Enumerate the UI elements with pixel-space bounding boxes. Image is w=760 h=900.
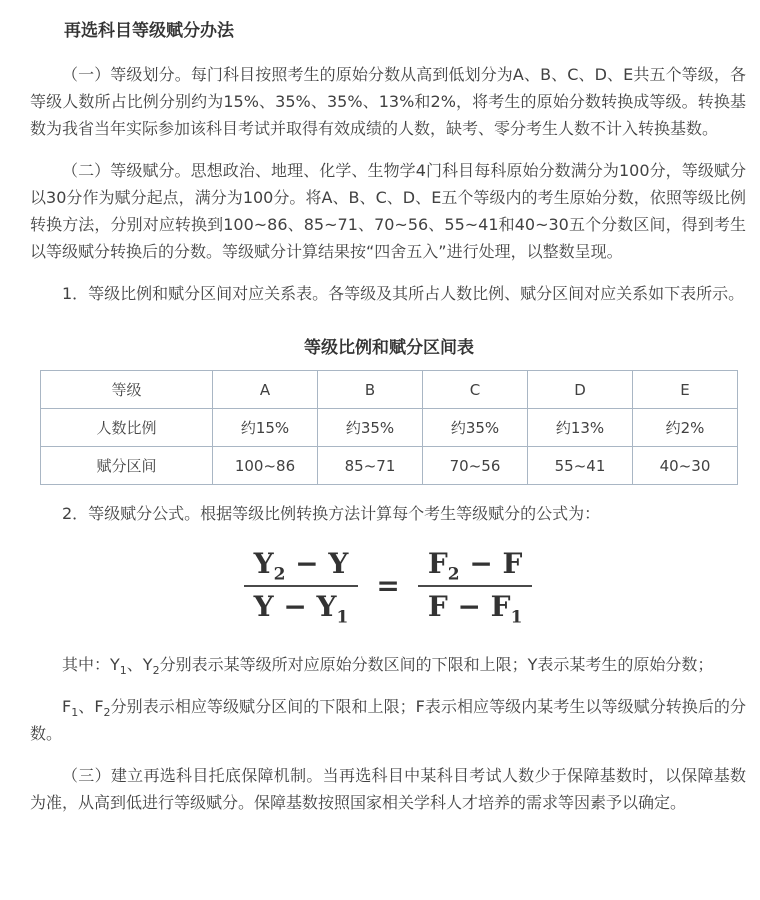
fraction-right-numerator: $F_2 - F$ <box>427 547 523 585</box>
table-row-ratio <box>41 409 738 447</box>
equals-sign: = <box>376 569 400 603</box>
paragraph-formula-intro: 2．等级赋分公式。根据等级比例转换方法计算每个考生等级赋分的公式为： <box>62 504 601 523</box>
fraction-left-denominator: $Y - Y_1$ <box>244 585 359 623</box>
fraction-left-numerator: $Y_2 - Y$ <box>253 547 349 585</box>
range-value-cell: 100~86 <box>213 447 318 485</box>
grade-assignment-formula <box>30 547 746 628</box>
row-label-cell: 赋分区间 <box>41 447 213 485</box>
ratio-value-cell: 约13% <box>528 409 633 447</box>
grade-header-cell: A <box>213 371 318 409</box>
ratio-value-cell: 约15% <box>213 409 318 447</box>
row-label-cell: 人数比例 <box>41 409 213 447</box>
paragraph-grade-scoring: （二）等级赋分。思想政治、地理、化学、生物学4门科目每科原始分数满分为100分，等级赋分以30分作为赋分起点，满分为100分。将A、B、C、D、E五个等级内的考生原始分数，依照等级比例转换方法，分别对应转换到100~86、85~71、70~56、55~41和40~30五个分数区间，得到考生以等级赋分转换后的分数。等级赋分计算结果按“四舍五入”进行处理，以整数呈现。 <box>30 161 746 261</box>
range-value-cell: 85~71 <box>318 447 423 485</box>
table-row-grades <box>41 371 738 409</box>
paragraph-f-definition: $F_1$、$F_2$分别表示相应等级赋分区间的下限和上限；F表示相应等级内某考生以等级赋分转换后的分数。 <box>30 696 746 743</box>
range-value-cell: 55~41 <box>528 447 633 485</box>
grade-header-cell: B <box>318 371 423 409</box>
range-value-cell: 40~30 <box>633 447 738 485</box>
paragraph-y-definition: 其中：$Y_1$、$Y_2$分别表示某等级所对应原始分数区间的下限和上限；Y表示某考生的原始分数； <box>62 654 714 677</box>
paragraph-grade-division: （一）等级划分。每门科目按照考生的原始分数从高到低划分为A、B、C、D、E共五个等级，各等级人数所占比例分别约为15%、35%、35%、13%和2%，将考生的原始分数转换成等级。转换基数为我省当年实际参加该科目考试并取得有效成绩的人数，缺考、零分考生人数不计入转换基数。 <box>30 65 746 138</box>
grade-ratio-table <box>40 370 738 485</box>
paragraph-guarantee-mechanism: （三）建立再选科目托底保障机制。当再选科目中某科目考试人数少于保障基数时，以保障基数为准，从高到低进行等级赋分。保障基数按照国家相关学科人才培养的需求等因素予以确定。 <box>30 765 746 812</box>
grade-header-cell: C <box>423 371 528 409</box>
fraction-right-denominator: $F - F_1$ <box>418 585 533 623</box>
fraction-left <box>244 547 359 628</box>
fraction-right <box>418 547 533 628</box>
range-value-cell: 70~56 <box>423 447 528 485</box>
ratio-value-cell: 约35% <box>423 409 528 447</box>
ratio-value-cell: 约2% <box>633 409 738 447</box>
table-title: 等级比例和赋分区间表 <box>304 338 474 358</box>
paragraph-table-intro: 1．等级比例和赋分区间对应关系表。各等级及其所占人数比例、赋分区间对应关系如下表所示。 <box>62 284 745 303</box>
document-title: 再选科目等级赋分办法 <box>64 21 234 41</box>
grade-header-cell: D <box>528 371 633 409</box>
grade-header-cell: E <box>633 371 738 409</box>
table-row-score-range <box>41 447 738 485</box>
ratio-value-cell: 约35% <box>318 409 423 447</box>
row-label-cell: 等级 <box>41 371 213 409</box>
